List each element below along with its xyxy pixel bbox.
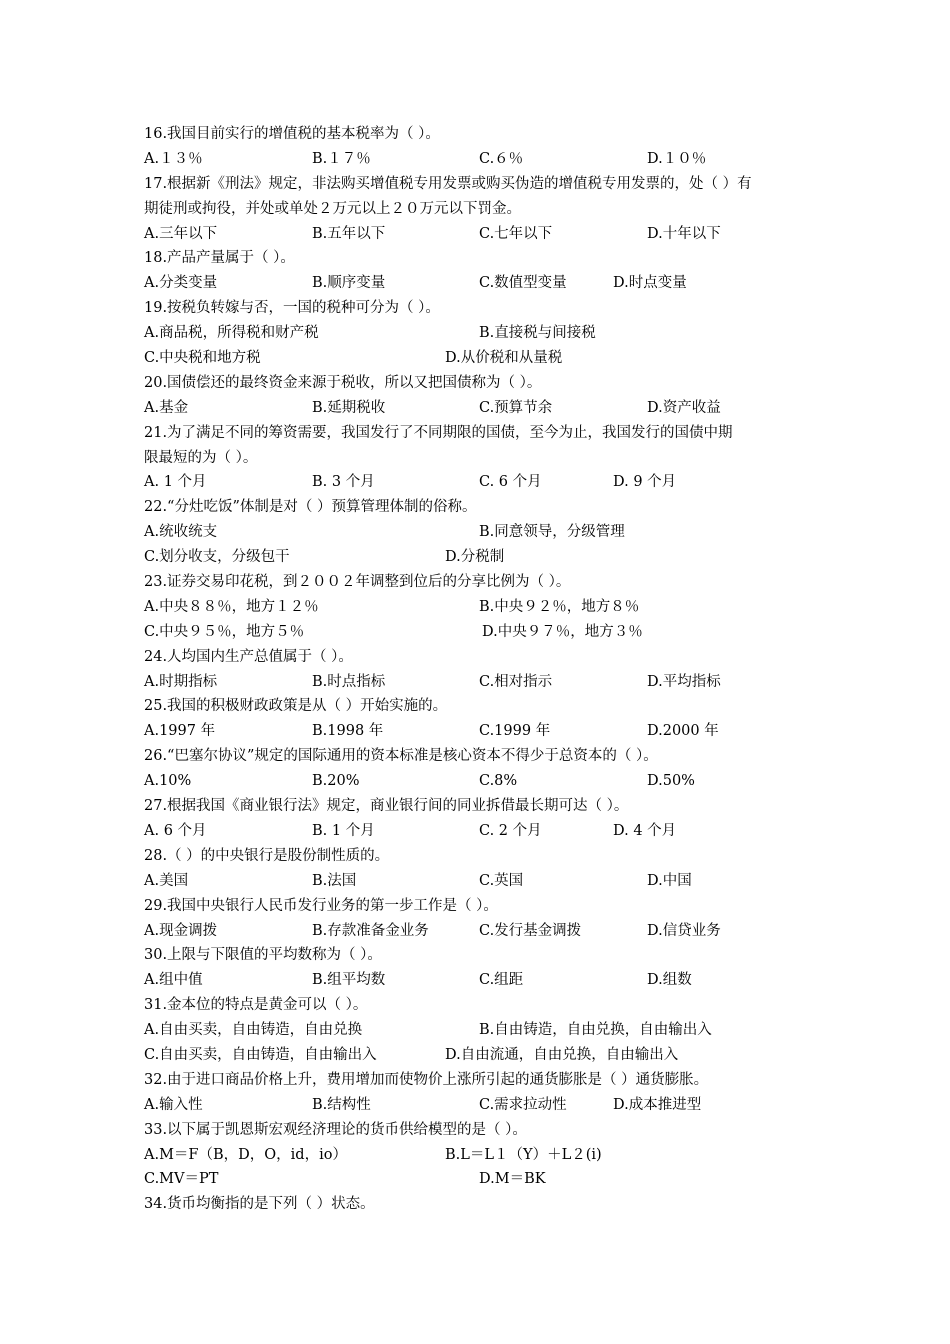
option-item: B.顺序变量 [312,275,386,292]
question-text: 25.我国的积极财政政策是从（ ）开始实施的。 [144,698,448,715]
option-item: B.结构性 [312,1096,371,1113]
options-row [144,819,814,844]
options-row [144,271,814,296]
question-5 [144,421,814,496]
option-item: A.统收统支 [144,524,218,541]
options-row [144,919,814,944]
option-item: B.同意领导，分级管理 [479,524,625,541]
question-6 [144,495,814,570]
option-item: C.MV＝PT [144,1171,219,1188]
options-row [144,719,814,744]
question-1 [144,172,814,247]
option-item: C.自由买卖，自由铸造，自由输出入 [144,1046,377,1063]
question-text: 34.货币均衡指的是下列（ ）状态。 [144,1196,375,1213]
option-item: B.存款准备金业务 [312,922,429,939]
option-item: D.自由流通，自由兑换，自由输出入 [445,1046,679,1063]
question-7 [144,570,814,645]
question-text: 27.根据我国《商业银行法》规定，商业银行间的同业拆借最长期可达（ ）。 [144,798,629,815]
option-item: B.自由铸造，自由兑换，自由输出入 [479,1022,712,1039]
question-4 [144,371,814,421]
options-row [144,545,814,570]
question-13 [144,894,814,944]
option-item: C.英国 [479,872,524,889]
options-row [144,1093,814,1118]
question-11 [144,794,814,844]
option-item: D.资产收益 [647,399,721,416]
option-item: C.8% [479,773,518,790]
option-item: B.20% [312,773,360,790]
options-row [144,1167,814,1192]
question-8 [144,645,814,695]
option-item: A. 6 个月 [144,822,207,839]
question-14 [144,943,814,993]
question-text: 期徒刑或拘役，并处或单处２万元以上２０万元以下罚金。 [144,200,521,217]
option-item: C. 6 个月 [479,474,542,491]
question-text: 29.我国中央银行人民币发行业务的第一步工作是（ ）。 [144,897,498,914]
question-text: 21.为了满足不同的筹资需要，我国发行了不同期限的国债，至今为止，我国发行的国债中期 [144,424,733,441]
option-item: D.十年以下 [647,225,721,242]
option-item: A.自由买卖，自由铸造，自由兑换 [144,1022,363,1039]
option-item: A.时期指标 [144,673,218,690]
option-item: B.时点指标 [312,673,386,690]
option-item: B. 1 个月 [312,822,375,839]
option-item: A.基金 [144,399,189,416]
question-18 [144,1192,814,1217]
question-text: 26.“巴塞尔协议”规定的国际通用的资本标准是核心资本不得少于总资本的（ ）。 [144,748,658,765]
option-item: A.M＝F（B，D，O，id，io） [144,1146,347,1163]
option-item: D.分税制 [445,549,505,566]
question-0 [144,122,814,172]
question-text: 24.人均国内生产总值属于（ ）。 [144,648,353,665]
question-text: 17.根据新《刑法》规定，非法购买增值税专用发票或购买伪造的增值税专用发票的，处（ ）有 [144,175,752,192]
option-item: B. 3 个月 [312,474,375,491]
option-item: D. 4 个月 [613,822,677,839]
question-text: 32.由于进口商品价格上升，费用增加而使物价上涨所引起的通货膨胀是（ ）通货膨胀。 [144,1071,709,1088]
option-item: A.1997 年 [144,723,216,740]
option-item: D.中央９７％，地方３％ [482,623,643,640]
question-12 [144,844,814,894]
option-item: C. 2 个月 [479,822,542,839]
option-item: A.组中值 [144,972,203,989]
question-9 [144,694,814,744]
options-row [144,1018,814,1043]
question-17 [144,1118,814,1193]
question-10 [144,744,814,794]
options-row [144,670,814,695]
option-item: D.50% [647,773,695,790]
question-text: 限最短的为（ ）。 [144,449,258,466]
options-row [144,595,814,620]
options-row [144,321,814,346]
option-item: A.１３％ [144,150,203,167]
option-item: A.三年以下 [144,225,218,242]
option-item: D.成本推进型 [613,1096,702,1113]
question-15 [144,993,814,1068]
options-row [144,396,814,421]
document-page [144,122,814,1217]
option-item: C.1999 年 [479,723,551,740]
option-item: C.需求拉动性 [479,1096,567,1113]
question-text: 16.我国目前实行的增值税的基本税率为（ ）。 [144,126,440,142]
option-item: D.信贷业务 [647,922,721,939]
option-item: B.延期税收 [312,399,386,416]
option-item: A.分类变量 [144,275,218,292]
option-item: A.美国 [144,872,189,889]
options-row [144,869,814,894]
option-item: B.1998 年 [312,723,384,740]
option-item: C.中央９５％，地方５％ [144,623,305,640]
option-item: B.直接税与间接税 [479,325,596,342]
options-row [144,620,814,645]
options-row [144,346,814,371]
question-text: 20.国债偿还的最终资金来源于税收，所以又把国债称为（ ）。 [144,374,542,391]
option-item: B.五年以下 [312,225,386,242]
question-3 [144,296,814,371]
question-text: 33.以下属于凯恩斯宏观经济理论的货币供给模型的是（ ）。 [144,1121,527,1138]
question-text: 22.“分灶吃饭”体制是对（ ）预算管理体制的俗称。 [144,499,477,516]
options-row [144,147,814,172]
options-row [144,470,814,495]
option-item: B.法国 [312,872,357,889]
question-text: 18.产品产量属于（ ）。 [144,250,295,267]
options-row [144,222,814,247]
option-item: A.现金调拨 [144,922,218,939]
option-item: A.中央８８％，地方１２％ [144,598,319,615]
options-row [144,1143,814,1168]
option-item: D.2000 年 [647,723,719,740]
option-item: B.中央９２％，地方８％ [479,598,640,615]
option-item: A.10% [144,773,192,790]
options-row [144,769,814,794]
option-item: B.１７％ [312,150,371,167]
option-item: D.从价税和从量税 [445,350,563,367]
option-item: B.L＝L１（Y）＋L２(i) [445,1146,602,1163]
question-16 [144,1068,814,1118]
option-item: C.发行基金调拨 [479,922,582,939]
option-item: B.组平均数 [312,972,386,989]
option-item: D.平均指标 [647,673,721,690]
option-item: C.中央税和地方税 [144,350,261,367]
option-item: C.七年以下 [479,225,553,242]
option-item: A.输入性 [144,1096,203,1113]
question-text: 28.（ ）的中央银行是股份制性质的。 [144,847,390,864]
option-item: D.时点变量 [613,275,687,292]
question-text: 31.金本位的特点是黄金可以（ ）。 [144,997,368,1014]
option-item: C.划分收支，分级包干 [144,549,290,566]
option-item: A.商品税，所得税和财产税 [144,325,319,342]
option-item: D.１０％ [647,150,707,167]
question-text: 30.上限与下限值的平均数称为（ ）。 [144,947,382,964]
question-text: 19.按税负转嫁与否，一国的税种可分为（ ）。 [144,300,440,317]
question-text: 23.证券交易印花税，到２００２年调整到位后的分享比例为（ ）。 [144,574,571,591]
option-item: D.组数 [647,972,692,989]
option-item: C.组距 [479,972,524,989]
option-item: D. 9 个月 [613,474,677,491]
option-item: C.预算节余 [479,399,553,416]
option-item: C.相对指示 [479,673,553,690]
option-item: A. 1 个月 [144,474,207,491]
option-item: D.M＝BK [479,1171,546,1188]
option-item: C.６％ [479,150,524,167]
option-item: D.中国 [647,872,692,889]
options-row [144,1043,814,1068]
question-2 [144,246,814,296]
options-row [144,968,814,993]
option-item: C.数值型变量 [479,275,567,292]
options-row [144,520,814,545]
